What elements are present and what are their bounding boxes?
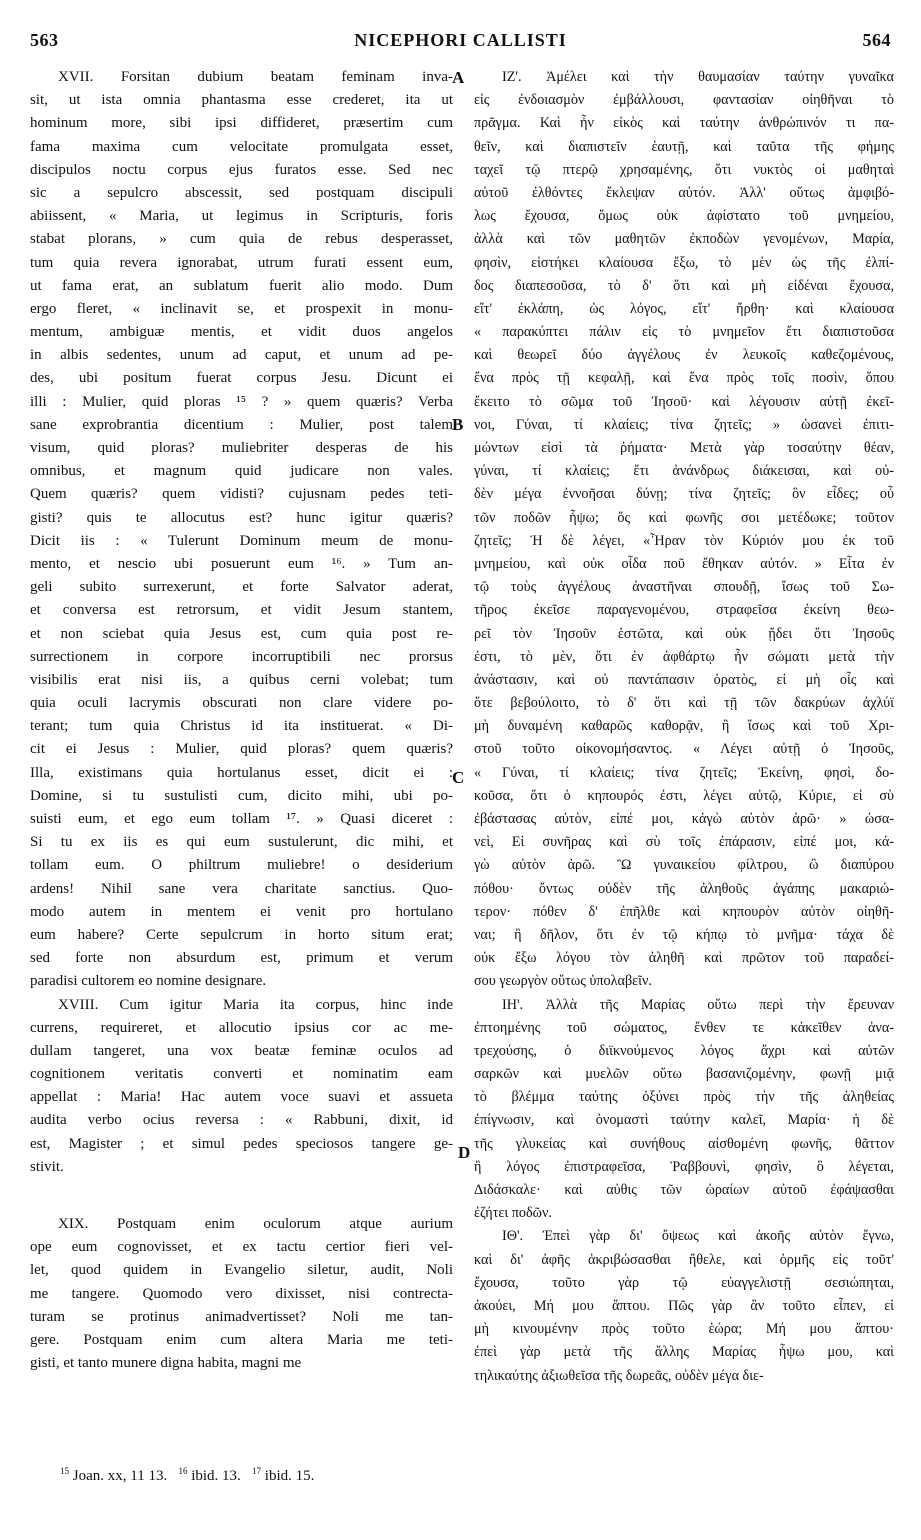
- text-line: et conversa est retrorsum, et vidit Jesum stantem,: [30, 602, 453, 619]
- text-line: gere. Postquam enim cum altera Maria me teti-: [30, 1331, 453, 1348]
- text-line: νοι, Γύναι, τί κλαίεις; τίνα ζητεῖς; » ὡσανεὶ ἐπιτι-: [474, 416, 894, 433]
- text-line: κοῦσα, ὅτι ὁ κηπουρός ἐστι, λέγει αὐτῷ, Κύριε, εἰ σὺ: [474, 787, 894, 804]
- text-line: πρᾶγμα. Καὶ ἦν εἰκὸς καὶ ταύτην ἀνθρώπινόν τι πα-: [474, 115, 894, 132]
- text-line: ἐπεὶ γὰρ μετὰ τῆς ἄλλης Μαρίας ἧψω μου, καὶ: [474, 1344, 894, 1361]
- text-line: suisti eum, et ego eum tollam ¹⁷. » Quasi diceret :: [30, 811, 453, 827]
- text-line: καὶ θεωρεῖ δύο ἀγγέλους ἐν λευκοῖς καθεζομένους,: [474, 347, 894, 364]
- text-line: currens, requireret, et allocutio ipsius cor ac me-: [30, 1019, 453, 1036]
- page-number-left: 563: [30, 30, 59, 50]
- text-line: οὐκ ἔξω λόγου τὸν ἀληθῆ καὶ πρῶτον τοῦ παραδεί-: [474, 950, 894, 967]
- text-line: paradisi cultorem eo nomine designare.: [30, 973, 267, 990]
- footnote-text: ibid. 15.: [264, 1468, 315, 1484]
- greek-column: [474, 66, 894, 1388]
- text-line: geli subito surrexerunt, et forte Salvator aderat,: [30, 579, 453, 596]
- text-line: ἐστι, τὸ μὲν, ὅτι ἐν ἀφθάρτῳ ἦν σώματι μετὰ τὴν: [474, 648, 894, 665]
- text-line: δος διαπεσοῦσα, τὸ δ' ὅτι καὶ μὴ εἰδέναι ἔχουσα,: [474, 277, 894, 294]
- text-line: σου γεωργὸν οὕτως ὑπολαβεῖν.: [474, 973, 652, 990]
- text-line: visibilis erat nisi iis, a quibus cerni volebat; tum: [30, 671, 453, 688]
- text-line: ἐβάστασας αὐτὸν, εἰπέ μοι, κἀγὼ αὐτὸν ἀρῶ· » ὡσα-: [474, 811, 894, 827]
- text-line: τῷ τοὺς ἀγγέλους ἀναστῆναι σπουδῇ, ἴσως τοῦ Σω-: [474, 579, 894, 596]
- text-line: mento, et nescio ubi posuerunt eum ¹⁶. » Tum an-: [30, 555, 453, 572]
- text-line: XVII. Forsitan dubium beatam feminam inva-: [58, 69, 453, 85]
- text-line: audita verbo ocius reversa : « Rabbuni, dixit, id: [30, 1112, 453, 1129]
- text-line: ΙΖ'. Ἀμέλει καὶ τὴν θαυμασίαν ταύτην γυναῖκα: [502, 69, 894, 85]
- text-line: τρεχούσης, ὁ διϊκνούμενος λόγος ἄχρι καὶ αὐτῶν: [474, 1042, 894, 1059]
- text-line: sed forte non absurdum est, primum et verum: [30, 950, 453, 967]
- footnote-text: Joan. xx, 11 13.: [72, 1468, 168, 1484]
- text-line: visum, quid ploras? muliebriter desperas de his: [30, 440, 453, 456]
- text-line: turam se protinus animadvertisset? Noli me tan-: [30, 1308, 453, 1325]
- text-line: ναι; ἢ δῆλον, ὅτι ἐν τῷ κήπῳ τὸ μνῆμα· τάχα δὲ: [474, 926, 894, 943]
- text-line: ἐπτοημένης τοῦ σώματος, ἔνθεν τε κἀκεῖθεν ἀνα-: [474, 1019, 894, 1036]
- margin-marker-b: B: [452, 415, 464, 434]
- text-line: Quem quæris? quem vidisti? cujusnam pedes teti-: [30, 486, 453, 503]
- text-line: cit ei Jesus : Mulier, quid ploras? quem quæris?: [30, 741, 453, 758]
- text-line: ἐζήτει ποδῶν.: [474, 1205, 552, 1222]
- text-line: sic a sepulcro abscessit, sed postquam discipuli: [30, 184, 453, 201]
- text-line: ΙΗ'. Ἀλλὰ τῆς Μαρίας οὕτω περὶ τὴν ἔρευναν: [502, 996, 894, 1013]
- text-line: Domine, si tu sustulisti cum, dicito mihi, ubi po-: [30, 787, 453, 804]
- text-line: sit, ut ista omnia phantasma esse crederet, ita ut: [30, 92, 453, 109]
- text-line: fama maxima cum velocitate promulgata esset,: [30, 138, 453, 155]
- text-line: stivit.: [30, 1158, 64, 1175]
- text-line: ταχεῖ τῷ πτερῷ χρησαμένης, ὅτι νυκτὸς οἱ μαθηταὶ: [474, 161, 894, 178]
- text-line: et non sciebat quia Jesus est, cum quia post re-: [30, 625, 453, 642]
- text-line: surrectionem in corpore incorruptibili nec prorsus: [30, 648, 453, 665]
- text-line: mentum, ambiguæ mentis, et vidit duos angelos: [30, 324, 453, 341]
- text-line: θεῖν, καὶ διαπιστεῖν ἑαυτῇ, καὶ ταῦτα τῆς φήμης: [474, 138, 894, 155]
- text-line: terant; tum quia Christus id ita instituerat. « Di-: [30, 718, 453, 735]
- running-header: [30, 30, 891, 56]
- text-line: modo autem in mentem ei venit pro hortulano: [30, 903, 453, 920]
- text-line: dullam tangeret, una vox beatæ feminæ oculos ad: [30, 1042, 453, 1059]
- text-line: Si tu ex iis es qui eum sustulerunt, dic mihi, et: [30, 834, 453, 851]
- text-line: omnibus, et magnum quid judicare non vales.: [30, 463, 453, 480]
- text-line: me tangere. Quomodo vero dixisset, nisi contrecta-: [30, 1285, 453, 1302]
- text-line: illi : Mulier, quid ploras ¹⁵ ? » quem quæris? Verba: [30, 393, 453, 410]
- paragraph-gap: [30, 1179, 453, 1213]
- text-line: εἰς ἐνδοιασμὸν ἐμβάλλουσι, φαντασίαν οἰηθῆναι τὸ: [474, 92, 894, 109]
- margin-marker-c: C: [452, 768, 465, 787]
- text-line: καὶ δι' ἀφῆς ἀκριβώσασθαι ἤθελε, καὶ ὁρμῆς εἰς τοῦτ': [474, 1251, 894, 1268]
- margin-marker-d: D: [458, 1143, 471, 1162]
- text-line: γὼ αὐτὸν ἀρῶ. Ὢ γυναικείου φίλτρου, ὢ διαπύρου: [474, 857, 894, 874]
- text-line: Illa, existimans quia hortulanus esset, dicit ei :: [30, 764, 453, 781]
- text-line: gisti, et tanto munere digna habita, magni me: [30, 1355, 302, 1372]
- text-line: δὲν μέγα ἐννοῆσαι δύνῃ; τίνα ζητεῖς; ὃν εἶδες; οὗ: [474, 486, 894, 503]
- text-line: sane exprobrantia dicentium : Mulier, post talem: [30, 416, 453, 433]
- text-line: let, quod quidem in Evangelio siletur, audit, Noli: [30, 1262, 453, 1279]
- text-line: ζητεῖς; Ἡ δὲ λέγει, «Ἦραν τὸν Κύριόν μου ἐκ τοῦ: [474, 532, 894, 549]
- footnote-number: 15: [60, 1466, 69, 1476]
- text-line: μώντων εἰσὶ τὰ ῥήματα· Μετὰ γὰρ τοσαύτην θέαν,: [474, 440, 894, 456]
- text-line: ρεῖ τὸν Ἰησοῦν ἑστῶτα, καὶ οὐκ ᾔδει ὅτι Ἰησοῦς: [474, 625, 894, 642]
- text-line: ergo fleret, « inclinavit se, et prospexit in monu-: [30, 300, 453, 317]
- text-line: σαρκῶν καὶ μυελῶν οὕτω βασανιζομένην, φωνῇ μιᾷ: [474, 1066, 894, 1083]
- text-line: Dicit iis : « Tulerunt Dominum meum de monu-: [30, 532, 453, 549]
- text-line: ΙΘ'. Ἐπεὶ γὰρ δι' ὄψεως καὶ ἀκοῆς αὐτὸν ἔγνω,: [502, 1228, 894, 1245]
- text-line: XVIII. Cum igitur Maria ita corpus, hinc inde: [58, 996, 453, 1013]
- text-line: τηλικαύτης ἀξιωθεῖσα τῆς δωρεᾶς, οὐδὲν μέγα διε-: [474, 1367, 764, 1384]
- text-line: discipulos noctu corpus ejus furatos esse. Sed nec: [30, 161, 453, 178]
- text-line: cognitionem veritatis converti et nominatim eam: [30, 1066, 453, 1083]
- text-line: φησὶν, εἱστήκει κλαίουσα ἔξω, τὸ μὲν ὡς τῆς ἐλπί-: [474, 254, 894, 271]
- text-line: appellat : Maria! Hac autem voce suavi et assueta: [30, 1089, 453, 1106]
- text-line: « παρακύπτει πάλιν εἰς τὸ μνημεῖον ἔτι διαπιστοῦσα: [474, 324, 894, 341]
- text-line: tollam eum. O philtrum muliebre! o desiderium: [30, 857, 453, 874]
- text-line: ἔχουσα, τοῦτο γὰρ τῷ εὐαγγελιστῇ σεσιώπηται,: [474, 1274, 894, 1291]
- text-line: quia oculi lacrymis obscurati non clare videre po-: [30, 695, 453, 712]
- text-line: est, Magister ; et simul pedes speciosos tangere ge-: [30, 1135, 453, 1152]
- text-line: νεὶ, Εἰ συνῆρας καὶ σὺ τοῖς ἐπάρασιν, εἰπέ μοι, κά-: [474, 834, 894, 851]
- running-title: NICEPHORI CALLISTI: [354, 30, 567, 50]
- text-line: τῆς γλυκείας καὶ συνήθους αἰσθομένη φωνῆς, θᾶττον: [474, 1135, 894, 1152]
- text-line: in albis sedentes, unum ad caput, et unum ad pe-: [30, 347, 453, 364]
- text-line: ἢ λόγος ἐπιστραφεῖσα, Ῥαββουνὶ, φησὶν, ὃ λέγεται,: [474, 1158, 894, 1175]
- text-line: λως ἔχουσα, ὅμως οὐκ ἀφίστατο τοῦ μνημείου,: [474, 208, 894, 225]
- text-line: ardens! Nihil sane vera charitate sanctius. Quo-: [30, 880, 453, 897]
- text-line: εἴτ' ἐκλάπη, ὡς λόγος, εἴτ' ἤρθη· καὶ κλαίουσα: [474, 300, 894, 317]
- text-line: abiissent, « Maria, ut legimus in Scripturis, foris: [30, 208, 453, 225]
- text-line: ἕνα πρὸς τῇ κεφαλῇ, καὶ ἕνα πρὸς τοῖς ποσὶν, ὅπου: [474, 370, 894, 387]
- text-line: ut fama erat, an sublatum fuerit alio modo. Dum: [30, 277, 453, 294]
- text-line: ἐπίγνωσιν, καὶ ὀνομαστὶ ταύτην καλεῖ, Μαρία· ἡ δὲ: [474, 1112, 894, 1129]
- text-line: hominum more, sibi ipsi diffideret, præsertim cum: [30, 115, 453, 132]
- text-line: τὸ βλέμμα ταύτης ὀξύνει πρὸς τὴν τῆς ἀληθείας: [474, 1089, 894, 1106]
- footnote-number: 16: [178, 1466, 188, 1476]
- page-number-right: 564: [862, 30, 891, 50]
- text-line: ἀκούει, Μή μου ἅπτου. Πῶς γὰρ ἂν τοῦτο εἶπεν, εἰ: [474, 1297, 894, 1314]
- text-line: τῶν ποδῶν ἧψω; ὅς καὶ φωνῆς σοι μετέδωκε; τοῦτον: [474, 509, 894, 526]
- text-line: τερον· πόθεν δ' ἐπῆλθε καὶ κηπουρὸν αὐτὸν οἰηθῆ-: [474, 903, 894, 920]
- text-line: ἔκειτο τὸ σῶμα τοῦ Ἰησοῦ· καὶ λέγουσιν αὐτῇ ἐκεῖ-: [474, 393, 894, 410]
- latin-column: [30, 66, 453, 1375]
- text-line: tum quia revera ignorabat, utrum furati essent eum,: [30, 254, 453, 271]
- footnote-text: ibid. 13.: [191, 1468, 241, 1484]
- footnote-number: 17: [252, 1466, 262, 1476]
- text-line: Διδάσκαλε· καὶ αὐθις τῶν ὡραίων αὐτοῦ ἐφάψασθαι: [474, 1182, 894, 1198]
- text-line: μνημείου, καὶ οὐκ οἶδα ποῦ ἔθηκαν αὐτόν. » Εἶτα ἐν: [474, 555, 894, 572]
- text-line: πόθου· ὄντως οὐδὲν τῆς ἀληθοῦς ἀγάπης μακαριώ-: [474, 880, 894, 897]
- text-line: des, ubi positum fuerat corpus Jesu. Dicunt ei: [30, 370, 453, 387]
- text-line: ἀλλὰ καὶ τῶν μαθητῶν ἐκποδὼν γενομένων, Μαρία,: [474, 231, 894, 248]
- text-line: τῆρος ἐκεῖσε παραγενομένου, στραφεῖσα ἐκείνη θεω-: [474, 602, 894, 619]
- text-line: ope eum cognovisset, et ex tactu certior fieri vel-: [30, 1239, 453, 1256]
- footnotes: [60, 1466, 460, 1485]
- text-line: στοῦ τοῦτο οἰκονομήσαντος. « Λέγει αὐτῇ ὁ Ἰησοῦς,: [474, 741, 894, 758]
- text-line: eum habere? Certe sepulcrum in horto situm erat;: [30, 926, 453, 943]
- margin-marker-a: A: [452, 68, 465, 87]
- text-line: « Γύναι, τί κλαίεις; τίνα ζητεῖς; Ἐκείνη, φησὶ, δο-: [474, 764, 894, 781]
- text-line: ὅτε βεβούλοιτο, τὸ δ' ὅτι καὶ τῇ τῶν δακρύων ἀχλύϊ: [474, 695, 894, 712]
- text-line: XIX. Postquam enim oculorum atque aurium: [58, 1216, 453, 1232]
- text-line: μὴ δυναμένη καθαρῶς καθορᾷν, ἢ ἴσως καὶ τοῦ Χρι-: [474, 718, 894, 735]
- text-line: gisti? quis te allocutus est? hunc igitur quæris?: [30, 509, 453, 526]
- text-line: αὐτοῦ ἐλθόντες ἔκλεψαν αὐτόν. Ἀλλ' οὕτως ἀμφιβό-: [474, 184, 894, 201]
- text-line: γύναι, τί κλαίεις; ἔτι ἀνάνδρως διάκεισαι, καὶ οὐ-: [474, 463, 894, 480]
- text-line: μὴ κινουμένην πρὸς τοῦτο ἑώρα; Μή μου ἅπτου·: [474, 1321, 894, 1338]
- text-line: stabat plorans, » cum quia de rebus desperasset,: [30, 231, 453, 248]
- text-line: ἀνάστασιν, καὶ οὐ παντάπασιν ὁρατὸς, εἰ μὴ οἷς καὶ: [474, 671, 894, 688]
